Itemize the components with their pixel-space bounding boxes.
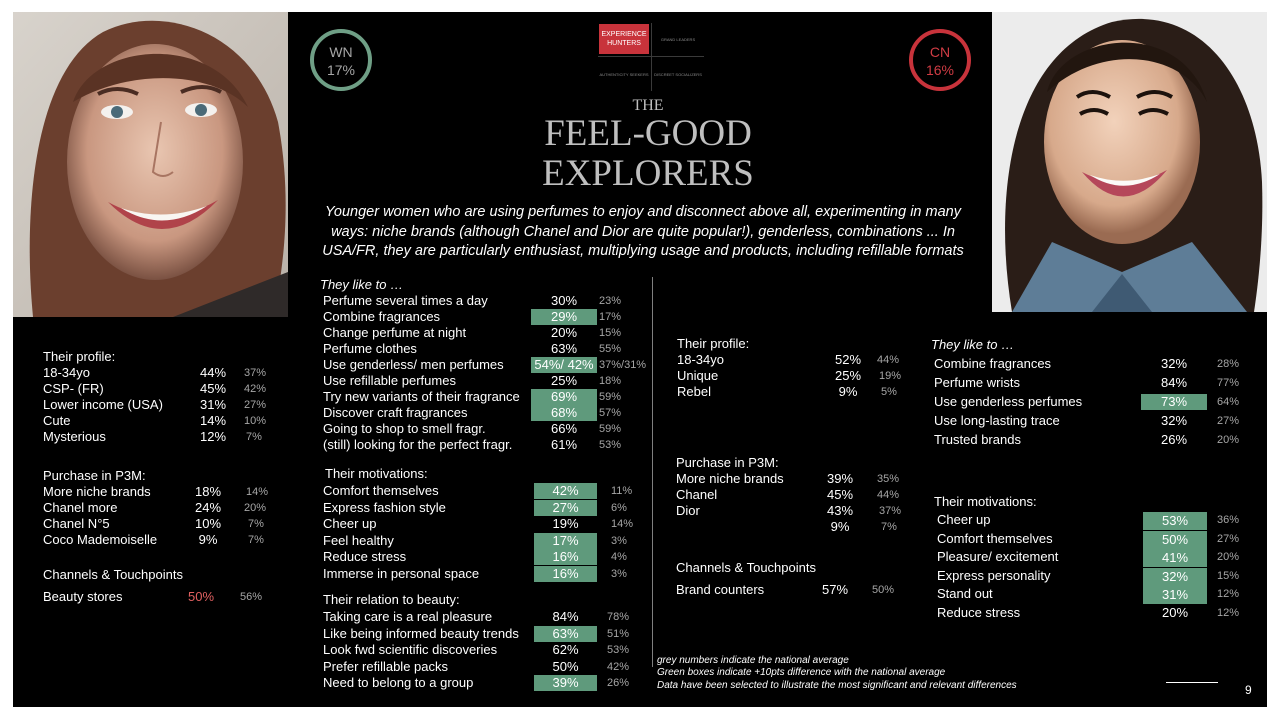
row-label: CSP- (FR): [43, 381, 104, 396]
row-avg: 37%/31%: [599, 359, 647, 371]
row-value: 39%: [826, 471, 854, 486]
row-value: 14%: [199, 413, 227, 428]
row-avg: 11%: [611, 485, 633, 497]
cn-motiv-title: Their motivations:: [934, 494, 1037, 509]
row-value: 9%: [198, 532, 218, 547]
segment-description: Younger women who are using perfumes to enjoy and disconnect above all, experimenting in many ways: niche brands (although Chanel and Dior are quite popular!), genderless, combinations ... In USA/FR, they are particularly enthusiast, multiplying usage and products, including refillable formats: [322, 204, 964, 259]
row-value: 32%: [1160, 413, 1188, 428]
row-avg: 27%: [1217, 532, 1240, 545]
row-avg: 18%: [599, 375, 622, 387]
row-value: 50%: [187, 589, 215, 604]
logo-cell-authenticity-seekers: AUTHENTICITY SEEKERS: [599, 71, 649, 77]
row-avg: 57%: [599, 407, 622, 419]
row-avg: 42%: [244, 383, 267, 395]
row-label: Lower income (USA): [43, 397, 163, 412]
title-line1: FEEL-GOOD: [544, 113, 752, 154]
row-value-highlighted: 50%: [1143, 531, 1207, 549]
wn-motiv-title: Their motivations:: [325, 466, 428, 481]
row-avg: 27%: [244, 399, 267, 411]
row-label: More niche brands: [676, 471, 784, 486]
row-value-highlighted: 41%: [1143, 549, 1207, 567]
row-avg: 77%: [1217, 377, 1240, 389]
row-label: Express fashion style: [323, 499, 446, 515]
row-label: Chanel more: [43, 500, 118, 515]
row-avg: 51%: [607, 627, 630, 640]
row-avg: 15%: [1217, 569, 1240, 582]
row-value: 12%: [199, 429, 227, 444]
row-avg: 42%: [607, 660, 630, 673]
wn-profile-title: Their profile:: [43, 349, 116, 364]
row-value: 44%: [199, 365, 227, 380]
row-label: Cheer up: [323, 516, 377, 532]
row-avg: 37%: [244, 367, 267, 379]
wn-code: WN: [329, 44, 353, 60]
row-label: Comfort themselves: [323, 483, 439, 498]
row-label: Pleasure/ excitement: [937, 549, 1059, 564]
cn-like-title: They like to …: [931, 337, 1015, 352]
row-avg: 3%: [611, 568, 627, 580]
row-avg: 26%: [607, 677, 630, 690]
row-label: (still) looking for the perfect fragr.: [323, 437, 513, 452]
row-avg: 5%: [881, 386, 897, 398]
row-label: Comfort themselves: [937, 530, 1053, 546]
row-avg: 7%: [881, 521, 897, 533]
row-avg: 64%: [1217, 396, 1240, 408]
row-avg: 19%: [879, 370, 902, 382]
logo-cell-experience-hunters: EXPERIENCE HUNTERS: [599, 24, 649, 54]
row-label: Taking care is a real pleasure: [323, 609, 493, 624]
row-label: Trusted brands: [934, 432, 1021, 447]
row-label: Mysterious: [43, 429, 106, 444]
row-value-highlighted: 29%: [531, 309, 597, 325]
footnote-2: Green boxes indicate +10pts difference with the national average: [657, 667, 946, 678]
logo-divider-v: [651, 23, 652, 91]
row-label: Reduce stress: [323, 549, 407, 565]
row-label: Reduce stress: [937, 604, 1021, 620]
row-avg: 20%: [244, 502, 267, 514]
wn-channels-title: Channels & Touchpoints: [43, 567, 183, 582]
row-avg: 59%: [599, 391, 622, 403]
row-avg: 20%: [1217, 434, 1240, 446]
row-avg: 20%: [1217, 551, 1240, 563]
row-label: Dior: [676, 503, 700, 518]
row-value: 26%: [1160, 432, 1188, 447]
row-label: Cheer up: [937, 512, 991, 527]
row-label: More niche brands: [43, 484, 151, 499]
row-avg: 23%: [599, 295, 622, 307]
row-avg: 14%: [246, 486, 269, 498]
cn-profile-title: Their profile:: [677, 336, 750, 351]
row-label: Stand out: [937, 586, 993, 601]
row-avg: 44%: [877, 489, 900, 501]
row-avg: 53%: [599, 439, 622, 451]
logo-cell-discreet-socializers: DISCREET SOCIALIZERS: [654, 71, 702, 77]
wn-purchase-title: Purchase in P3M:: [43, 468, 146, 483]
row-label: Discover craft fragrances: [323, 405, 468, 420]
page-number: 9: [1245, 683, 1252, 697]
row-value: 25%: [834, 368, 862, 383]
logo-cell-grand-leaders: GRAND LEADERS: [660, 36, 696, 42]
row-label: Need to belong to a group: [323, 675, 474, 691]
row-avg: 7%: [246, 431, 262, 443]
row-avg: 4%: [611, 551, 627, 564]
slide: [13, 12, 1267, 707]
row-value-highlighted: 32%: [1143, 568, 1207, 586]
portrait-left-image: [13, 12, 288, 317]
cn-pct: 16%: [925, 62, 955, 78]
column-divider: [652, 277, 653, 667]
row-label: 18-34yo: [43, 365, 90, 380]
row-value: 9%: [830, 519, 850, 534]
row-value: 25%: [550, 373, 578, 388]
row-avg: 44%: [877, 354, 900, 366]
row-value-highlighted: 39%: [534, 675, 597, 691]
row-value: 20%: [550, 325, 578, 340]
title-line2: EXPLORERS: [542, 153, 754, 194]
row-value: 9%: [838, 384, 858, 399]
row-avg: 15%: [599, 327, 622, 339]
footnote-1: grey numbers indicate the national average: [657, 655, 849, 666]
row-value: 45%: [199, 381, 227, 396]
row-avg: 3%: [611, 534, 627, 547]
row-avg: 28%: [1217, 358, 1240, 370]
footer-rule: [1166, 682, 1218, 683]
row-value: 62%: [552, 642, 579, 658]
row-value-highlighted: 54%/ 42%: [531, 357, 597, 373]
row-avg: 7%: [248, 534, 264, 546]
row-value-highlighted: 73%: [1141, 394, 1207, 410]
row-value: 31%: [199, 397, 227, 412]
row-label: Use genderless perfumes: [934, 394, 1083, 409]
row-label: Use refillable perfumes: [323, 373, 456, 388]
row-value: 66%: [550, 421, 578, 436]
row-label: Express personality: [937, 567, 1051, 583]
row-value: 84%: [1160, 375, 1188, 390]
row-avg: 6%: [611, 501, 627, 514]
row-value-highlighted: 16%: [534, 549, 597, 565]
row-value: 50%: [552, 658, 579, 674]
row-label: Like being informed beauty trends: [323, 625, 519, 641]
row-label: 18-34yo: [677, 352, 724, 367]
logo-divider-h: [598, 56, 704, 57]
row-label: Combine fragrances: [934, 356, 1052, 371]
wn-like-title: They like to …: [320, 277, 404, 292]
row-value: 20%: [1161, 604, 1189, 620]
row-value-highlighted: 69%: [531, 389, 597, 405]
row-value: 63%: [550, 341, 578, 356]
row-label: Immerse in personal space: [323, 566, 480, 581]
row-avg: 27%: [1217, 415, 1240, 427]
row-avg: 50%: [872, 584, 895, 596]
portrait-right-image: [992, 12, 1267, 312]
row-label: Combine fragrances: [323, 309, 441, 324]
row-label: Beauty stores: [43, 589, 123, 604]
row-value: 43%: [826, 503, 854, 518]
row-avg: 59%: [599, 423, 622, 435]
cn-channels-title: Channels & Touchpoints: [676, 560, 816, 575]
footnote-3: Data have been selected to illustrate the most significant and relevant differences: [657, 680, 1017, 691]
row-avg: 7%: [248, 518, 264, 530]
row-avg: 36%: [1217, 514, 1240, 526]
row-value: 52%: [834, 352, 862, 367]
row-avg: 56%: [240, 591, 263, 603]
row-value-highlighted: 53%: [1143, 512, 1207, 530]
row-label: Use genderless/ men perfumes: [323, 357, 504, 372]
row-value: 84%: [552, 609, 579, 624]
wn-pct: 17%: [326, 62, 356, 78]
row-value-highlighted: 42%: [534, 483, 597, 499]
row-label: Try new variants of their fragrance: [323, 389, 520, 404]
row-avg: 78%: [607, 611, 630, 623]
row-label: Chanel: [676, 487, 718, 502]
title-the: THE: [632, 97, 664, 114]
row-value-highlighted: 31%: [1143, 586, 1207, 604]
row-label: Feel healthy: [323, 532, 394, 548]
row-value-highlighted: 17%: [534, 533, 597, 549]
row-value-highlighted: 63%: [534, 626, 597, 642]
row-value: 10%: [194, 516, 222, 531]
row-value-highlighted: 68%: [531, 405, 597, 421]
row-avg: 53%: [607, 644, 630, 657]
row-avg: 37%: [879, 505, 902, 517]
row-avg: 14%: [611, 518, 634, 531]
row-label: Perfume clothes: [323, 341, 417, 356]
row-value: 45%: [826, 487, 854, 502]
cn-badge: [909, 29, 971, 91]
row-avg: 17%: [599, 311, 622, 323]
row-avg: 35%: [877, 473, 900, 485]
row-label: Prefer refillable packs: [323, 658, 448, 674]
row-value-highlighted: 16%: [534, 566, 597, 582]
wn-badge: [310, 29, 372, 91]
row-avg: 12%: [1217, 588, 1240, 600]
row-value: 24%: [194, 500, 222, 515]
row-avg: 55%: [599, 343, 622, 355]
row-avg: 12%: [1217, 606, 1240, 619]
row-label: Change perfume at night: [323, 325, 467, 340]
row-label: Use long-lasting trace: [934, 413, 1060, 428]
row-value-highlighted: 27%: [534, 500, 597, 516]
row-value: 18%: [194, 484, 222, 499]
row-label: Chanel N°5: [43, 516, 110, 531]
row-value: 57%: [821, 582, 849, 597]
wn-beauty-title: Their relation to beauty:: [323, 592, 460, 607]
cn-purchase-title: Purchase in P3M:: [676, 455, 779, 470]
row-label: Brand counters: [676, 582, 765, 597]
row-label: Unique: [677, 368, 719, 383]
row-label: Coco Mademoiselle: [43, 532, 158, 547]
row-label: Rebel: [677, 384, 711, 399]
row-label: Look fwd scientific discoveries: [323, 642, 498, 658]
row-value: 32%: [1160, 356, 1188, 371]
row-label: Cute: [43, 413, 71, 428]
row-avg: 10%: [244, 415, 267, 427]
row-label: Perfume wrists: [934, 375, 1020, 390]
segment-logo-grid: [596, 21, 706, 93]
row-value: 19%: [552, 516, 579, 532]
cn-code: CN: [929, 44, 951, 60]
row-label: Perfume several times a day: [323, 293, 488, 308]
row-value: 30%: [550, 293, 578, 308]
row-value: 61%: [550, 437, 578, 452]
row-label: Going to shop to smell fragr.: [323, 421, 486, 436]
